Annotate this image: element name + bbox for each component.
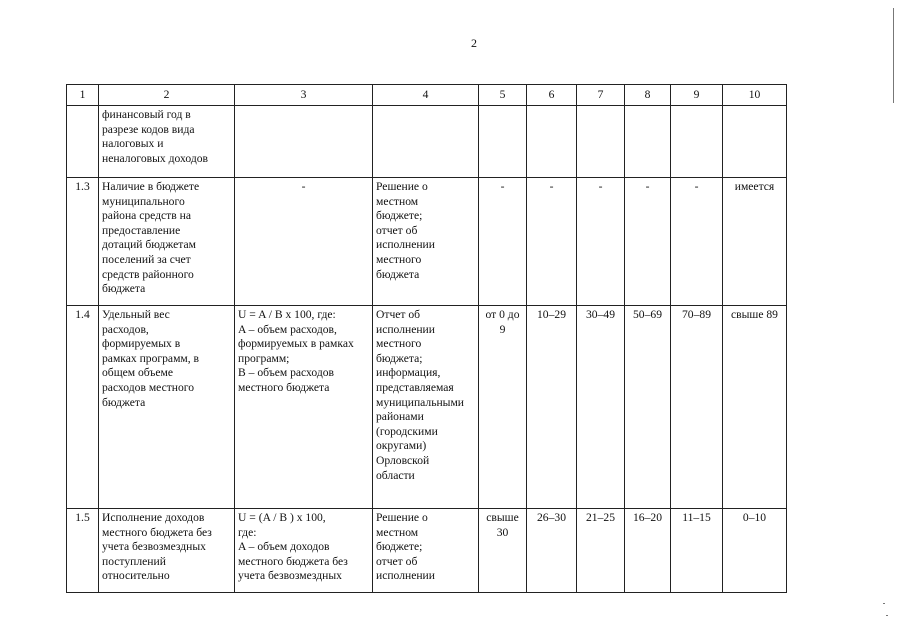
column-header: 3 [235,85,373,106]
row-number: 1.4 [67,306,99,509]
column-header: 8 [625,85,671,106]
table-header-row [67,85,787,106]
indicator-table [66,84,787,593]
indicator-name: Наличие в бюджете муниципального района средств на предоставление дотаций бюджетам поселений за счет средств районного бюджета [99,178,235,306]
score-cell: - [625,178,671,306]
table-row [67,106,787,178]
score-cell: 21–25 [577,509,625,593]
score-cell [527,106,577,178]
score-cell: 0–10 [723,509,787,593]
column-header: 7 [577,85,625,106]
score-cell [625,106,671,178]
score-cell: 10–29 [527,306,577,509]
page-number: 2 [471,36,477,50]
score-cell: 70–89 [671,306,723,509]
score-cell: - [671,178,723,306]
source: Решение о местном бюджете; отчет об исполнении местного бюджета [373,178,479,306]
score-cell: имеется [723,178,787,306]
table-row [67,509,787,593]
formula: - [235,178,373,306]
row-number: 1.5 [67,509,99,593]
source: Решение о местном бюджете; отчет об исполнении [373,509,479,593]
column-header: 1 [67,85,99,106]
score-cell [671,106,723,178]
score-cell: - [577,178,625,306]
indicator-name: Исполнение доходов местного бюджета без учета безвозмездных поступлений относительно [99,509,235,593]
formula [235,106,373,178]
score-cell [723,106,787,178]
score-cell: - [479,178,527,306]
indicator-name: Удельный вес расходов, формируемых в рамках программ, в общем объеме расходов местного бюджета [99,306,235,509]
table-row [67,306,787,509]
source [373,106,479,178]
row-number: 1.3 [67,178,99,306]
score-cell: 11–15 [671,509,723,593]
scan-speck [886,615,888,616]
row-number [67,106,99,178]
column-header: 2 [99,85,235,106]
score-cell [577,106,625,178]
column-header: 4 [373,85,479,106]
score-cell [479,106,527,178]
score-cell: 30–49 [577,306,625,509]
column-header: 5 [479,85,527,106]
source: Отчет об исполнении местного бюджета; информация, представляемая муниципальными районами (городскими округами) Орловской области [373,306,479,509]
indicator-name: финансовый год в разрезе кодов вида налоговых и неналоговых доходов [99,106,235,178]
score-cell: 16–20 [625,509,671,593]
formula: U = A / B x 100, где: A – объем расходов, формируемых в рамках программ; B – объем расходов местного бюджета [235,306,373,509]
score-cell: 50–69 [625,306,671,509]
column-header: 9 [671,85,723,106]
score-cell: свыше 30 [479,509,527,593]
scan-speck [883,603,885,604]
score-cell: 26–30 [527,509,577,593]
formula: U = (A / B ) x 100, где: A – объем доходов местного бюджета без учета безвозмездных [235,509,373,593]
score-cell: - [527,178,577,306]
table-row [67,178,787,306]
score-cell: свыше 89 [723,306,787,509]
column-header: 6 [527,85,577,106]
scan-edge-line [893,8,894,103]
column-header: 10 [723,85,787,106]
score-cell: от 0 до 9 [479,306,527,509]
